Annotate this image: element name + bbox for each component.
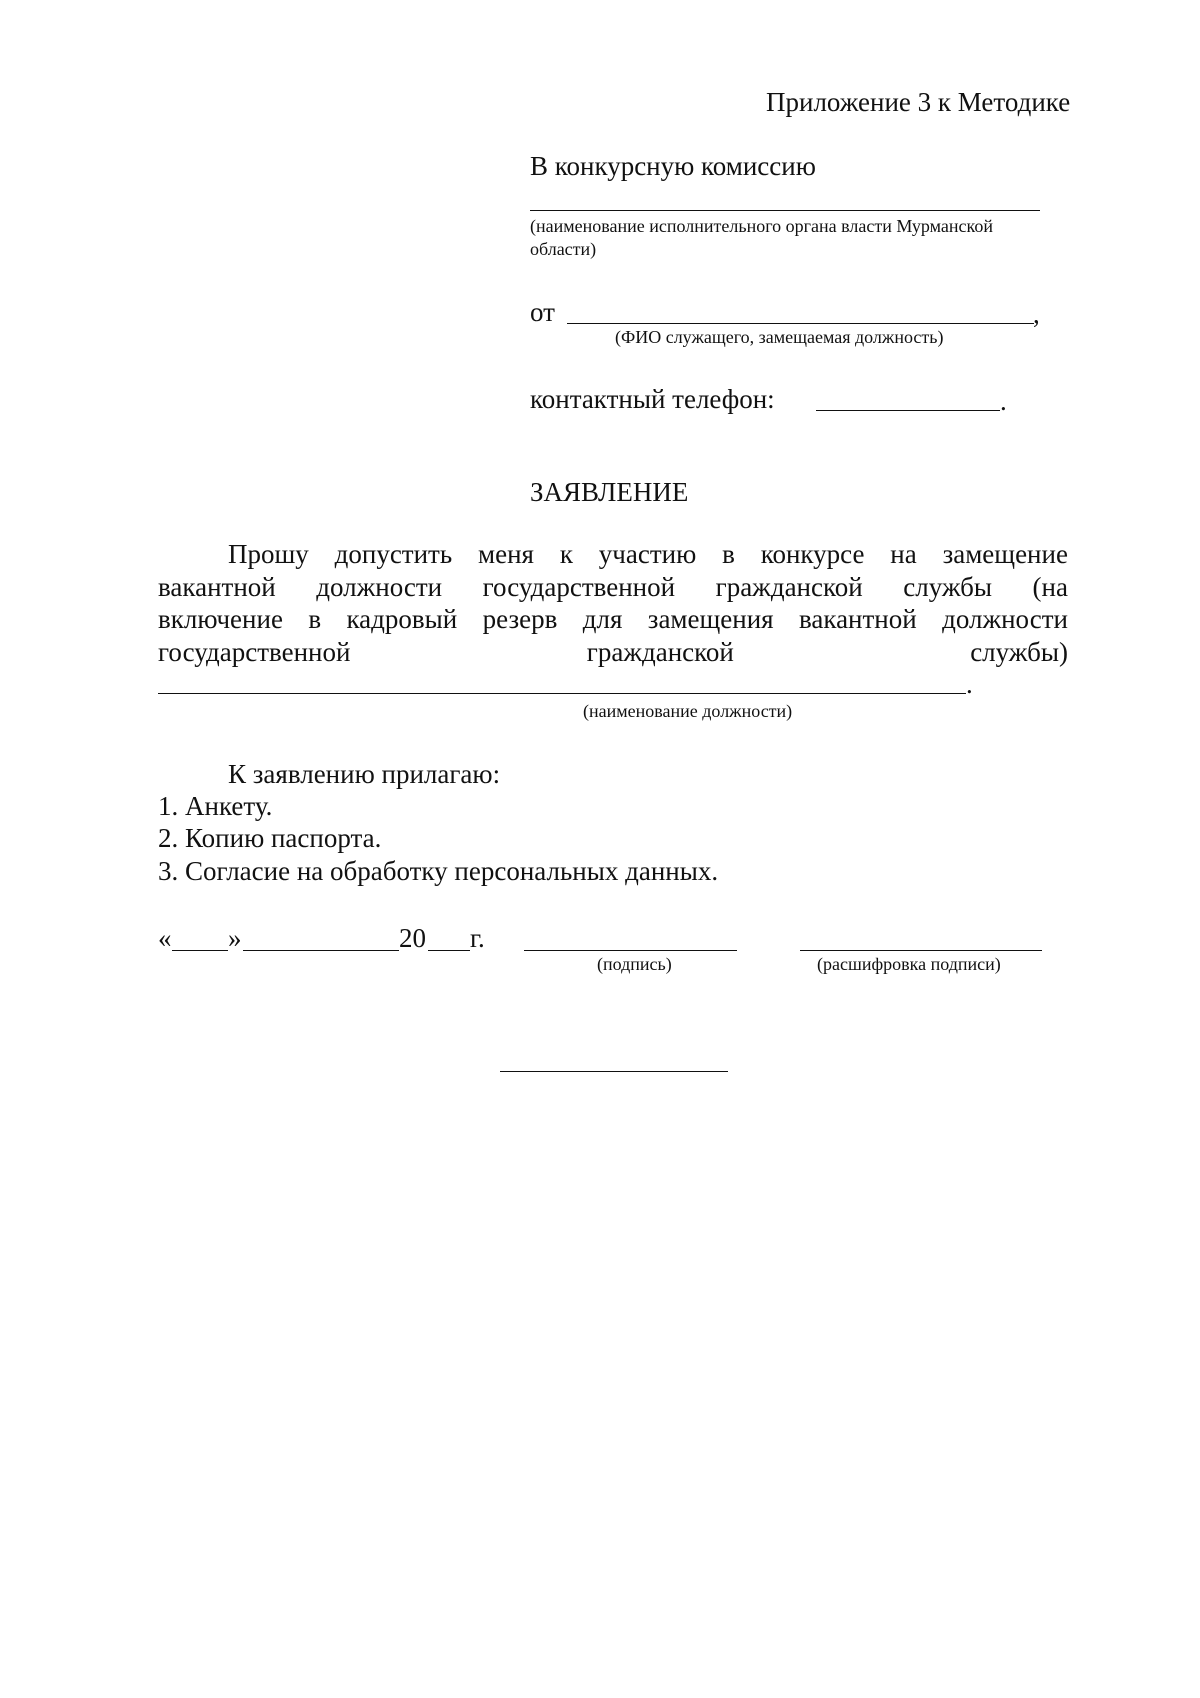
attachment-item: 3. Согласие на обработку персональных данных. — [158, 856, 719, 886]
body-word: в — [308, 604, 322, 634]
signature-caption: (подпись) — [597, 954, 672, 974]
date-month-rule — [243, 950, 399, 951]
attachment-item: 1. Анкету. — [158, 791, 273, 821]
body-word: вакантной — [158, 572, 276, 602]
body-word: включение — [158, 604, 283, 634]
phone-rule — [816, 410, 1000, 411]
position-period: . — [966, 669, 973, 699]
body-word: службы — [903, 572, 993, 602]
attachments-intro: К заявлению прилагаю: — [228, 759, 501, 789]
body-word: замещение — [942, 539, 1068, 569]
body-word: участию — [598, 539, 697, 569]
org-name-rule — [530, 210, 1040, 211]
body-word: должности — [316, 572, 443, 602]
body-word: Прошу — [228, 539, 309, 569]
body-line-2 — [158, 571, 1068, 603]
body-line-3 — [158, 603, 1068, 635]
body-word: резерв — [482, 604, 558, 634]
org-name-caption-cont: области) — [530, 239, 597, 259]
body-word: замещения — [647, 604, 774, 634]
from-label: от — [530, 297, 555, 327]
body-line-4 — [158, 636, 1068, 668]
date-quote-close: » — [228, 923, 242, 953]
document-title: ЗАЯВЛЕНИЕ — [530, 477, 689, 507]
bottom-separator-rule — [500, 1071, 728, 1072]
annex-label: Приложение 3 к Методике — [766, 87, 1071, 117]
position-rule — [158, 693, 966, 694]
body-word: в — [722, 539, 735, 569]
phone-label: контактный телефон: — [530, 384, 775, 414]
body-word: допустить — [334, 539, 453, 569]
date-year-suffix: г. — [470, 923, 485, 953]
signature-rule — [524, 950, 737, 951]
body-word: для — [582, 604, 623, 634]
body-word: должности — [942, 604, 1068, 634]
signature-decode-caption: (расшифровка подписи) — [817, 954, 1001, 974]
body-word: государственной — [482, 572, 676, 602]
signature-decode-rule — [800, 950, 1042, 951]
date-year-prefix: 20 — [399, 923, 426, 953]
from-rule — [567, 323, 1034, 324]
date-day-rule — [172, 950, 228, 951]
body-word: кадровый — [346, 604, 458, 634]
body-word: (на — [1032, 572, 1068, 602]
body-word: меня — [478, 539, 534, 569]
from-comma: , — [1033, 299, 1040, 329]
body-word: государственной — [158, 637, 351, 667]
date-quote-open: « — [158, 923, 172, 953]
phone-period: . — [1000, 386, 1007, 416]
body-word: вакантной — [798, 604, 917, 634]
body-line-1 — [228, 538, 1068, 570]
body-word: к — [559, 539, 573, 569]
from-caption: (ФИО служащего, замещаемая должность) — [615, 327, 944, 347]
position-caption: (наименование должности) — [583, 701, 793, 721]
org-name-caption: (наименование исполнительного органа власти Мурманской — [530, 216, 993, 236]
body-word: на — [890, 539, 917, 569]
attachment-item: 2. Копию паспорта. — [158, 823, 382, 853]
body-word: службы) — [970, 637, 1068, 667]
body-word: гражданской — [586, 637, 734, 667]
date-year-rule — [428, 950, 470, 951]
body-word: конкурсе — [760, 539, 865, 569]
body-word: гражданской — [715, 572, 863, 602]
commission-line: В конкурсную комиссию — [530, 151, 816, 181]
